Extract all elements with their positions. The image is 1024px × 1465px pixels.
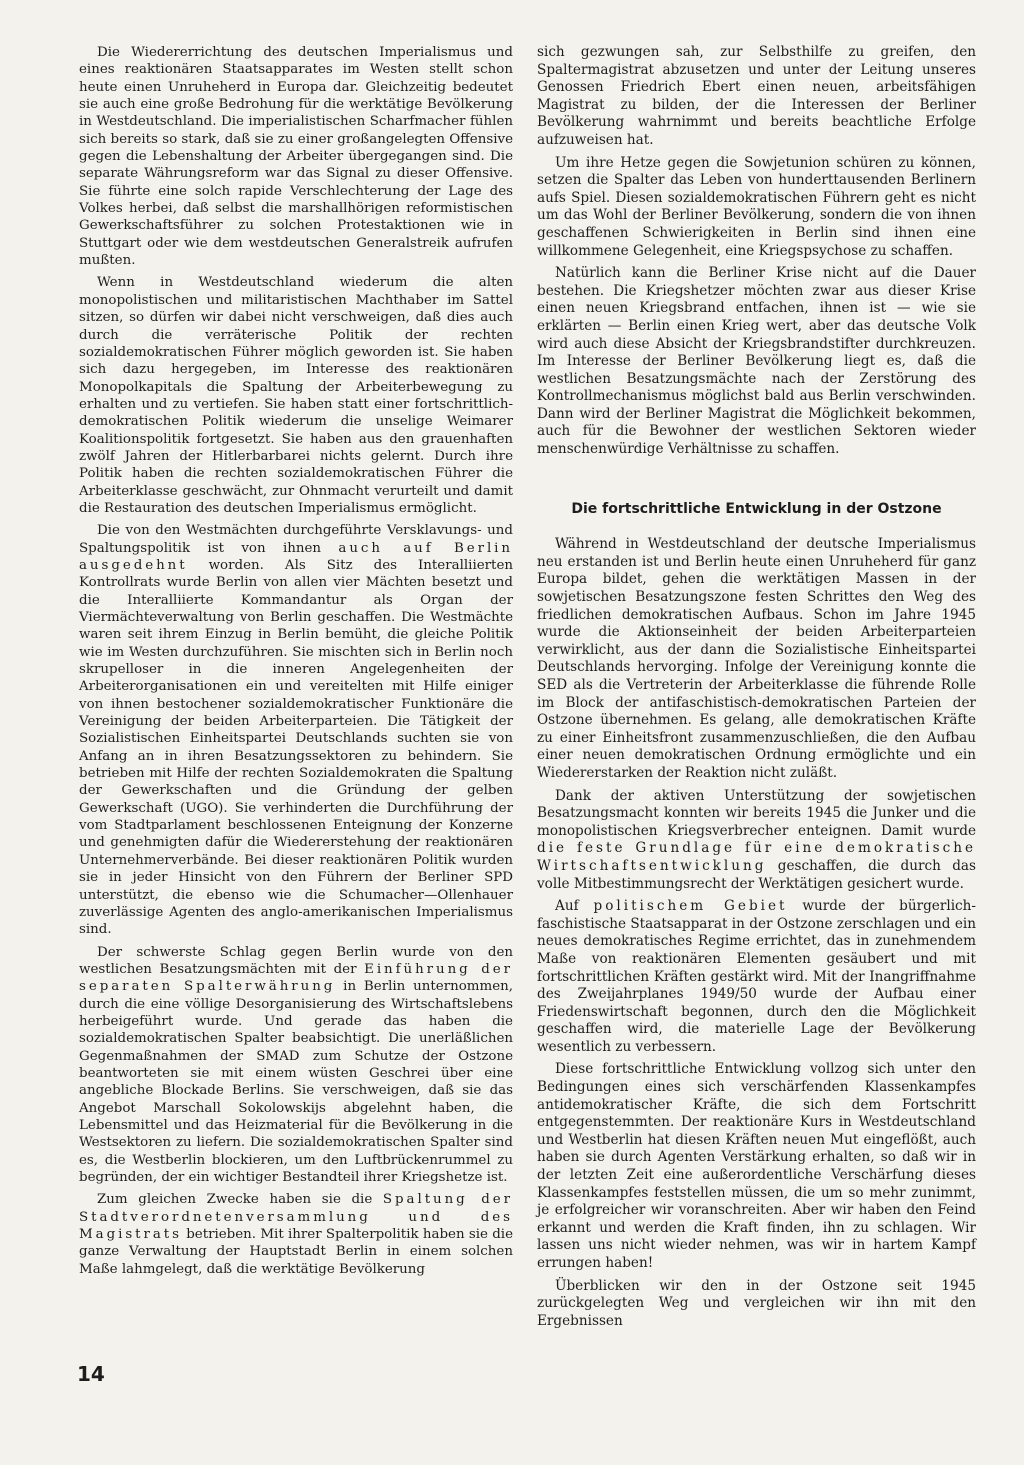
paragraph xyxy=(79,522,513,938)
text-run: Die von den Westmächten durchgeführte Versklavungs- und Spaltungspolitik ist von ihnen xyxy=(79,523,513,556)
spaced-emphasis: Spaltung der Stadtverordnetenversammlung und des Magistrats xyxy=(79,1192,513,1243)
text-run: betrieben. Mit ihrer Spalterpolitik haben sie die ganze Verwaltung der Hauptstadt Berlin in einem solchen Maße lahmgelegt, daß die werktätige Bevölkerung xyxy=(79,1227,513,1277)
paragraph: Wenn in Westdeutschland wiederum die alten monopolistischen und militaristischen Machthaber im Sattel sitzen, so dürfen wir dabei nicht verschweigen, daß dies auch durch die verräterische Politik der rechten sozialdemokratischen Führer möglich geworden ist. Sie haben sich dazu hergegeben, im Interesse des reaktionären Monopolkapitals die Spaltung der Arbeiterbewegung zu erhalten und zu vertiefen. Sie haben statt einer fortschrittlich-demokratischen Politik wiederum die unselige Weimarer Koalitionspolitik fortgesetzt. Sie haben aus den grauenhaften zwölf Jahren der Hitlerbarbarei nichts gelernt. Durch ihre Politik haben die rechten sozialdemokratischen Führer die Arbeiterklasse geschwächt, zur Ohnmacht verurteilt und damit die Restauration des deutschen Imperialismus ermöglicht. xyxy=(79,275,513,516)
paragraph: Die Wiedererrichtung des deutschen Imperialismus und eines reaktionären Staatsapparates im Westen stellt schon heute einen Unruheherd in Europa dar. Gleichzeitig bedeutet sie auch eine große Bedrohung für die werktätige Bevölkerung in Westdeutschland. Die imperialistischen Scharfmacher fühlen sich bereits so stark, daß sie zu einer großangelegten Offensive gegen die Lebenshaltung der Arbeiter übergegangen sind. Die separate Währungsreform war das Signal zu dieser Offensive. Sie führte eine solch rapide Verschlechterung der Lage des Volkes herbei, daß selbst die marshallhörigen reformistischen Gewerkschaftsführer zu solchen Protestaktionen wie in Stuttgart oder wie dem westdeutschen Generalstreik aufrufen mußten. xyxy=(79,45,513,269)
text-run: Zum gleichen Zwecke haben sie die xyxy=(97,1192,383,1208)
spaced-emphasis: auch auf Berlin ausgedehnt xyxy=(79,540,513,573)
text-run: Dank der aktiven Unterstützung der sowjetischen Besatzungsmacht konnten wir bereits 1945 die Junker und die monopolistischen Kriegsverbrecher enteignen. Damit wurde xyxy=(537,787,976,839)
left-column xyxy=(79,44,513,1283)
paragraph xyxy=(537,898,976,1056)
paragraph: Um ihre Hetze gegen die Sowjetunion schüren zu können, setzen die Spalter das Leben von hunderttausenden Berlinern aufs Spiel. Diesen sozialdemokratischen Führern geht es nicht um das Wohl der Berliner Bevölkerung, sondern die von ihnen geschaffenen Schwierigkeiten in Berlin sind ihnen eine willkommene Gelegenheit, eine Kriegspsychose zu schaffen. xyxy=(537,154,976,259)
page-number: 14 xyxy=(77,1362,105,1386)
paragraph xyxy=(537,788,976,894)
text-run: Der schwerste Schlag gegen Berlin wurde von den westlichen Besatzungsmächten mit der xyxy=(79,944,513,977)
paragraph: Natürlich kann die Berliner Krise nicht auf die Dauer bestehen. Die Kriegshetzer möchten zwar aus dieser Krise einen neuen Kriegsbrand entfachen, ihnen ist — wie sie erklärten — Berlin einen Krieg wert, aber das deutsche Volk wird auch diese Absicht der Kriegsbrandstifter durchkreuzen. Im Interesse der Berliner Bevölkerung liegt es, daß die westlichen Besatzungsmächte nach der Zerstörung des Kontrollmechanismus möglichst bald aus Berlin verschwinden. Dann wird der Berliner Magistrat die Möglichkeit bekommen, auch für die Bewohner der westlichen Sektoren wieder menschenwürdige Verhältnisse zu schaffen. xyxy=(537,265,976,458)
paragraph: Diese fortschrittliche Entwicklung vollzog sich unter den Bedingungen eines sich verschärfenden Klassenkampfes antidemokratischer Kräfte, die sich dem Fortschritt entgegenstemmten. Der reaktionäre Kurs in Westdeutschland und Westberlin hat diesen Kräften neuen Mut eingeflößt, auch haben sie durch Agenten Verstärkung erhalten, so daß wir in der letzten Zeit eine außerordentliche Verschärfung dieses Klassenkampfes feststellen müssen, die um so mehr zunimmt, je erfolgreicher wir voranschreiten. Aber wir haben den Feind erkannt und werden die Kraft finden, ihn zu schlagen. Wir lassen uns nicht wieder nehmen, was wir in hartem Kampf errungen haben! xyxy=(537,1061,976,1271)
text-run: in Berlin unternommen, durch die eine völlige Desorganisierung des Wirtschaftslebens herbeigeführt wurde. Und gerade das haben die sozialdemokratischen Spalter beabsichtigt. Die unerläßlichen Gegenmaßnahmen der SMAD zum Schutze der Ostzone beantworteten sie mit einem wüsten Geschrei über eine angebliche Blockade Berlins. Sie verschweigen, daß sie das Angebot Marschall Sokolowskijs abgelehnt haben, die Lebensmittel und das Heizmaterial für die Bevölkerung in die Westsektoren zu liefern. Die sozialdemokratischen Spalter sind es, die Westberlin blockieren, um den Luftbrückenrummel zu begründen, der ein wichtiger Bestandteil ihrer Kriegshetze ist. xyxy=(79,979,513,1185)
paragraph xyxy=(79,1191,513,1278)
text-run: worden. Als Sitz des Interalliierten Kontrollrats wurde Berlin von allen vier Mächten besetzt und die Interalliierte Kommandantur als Organ der Viermächteverwaltung von Berlin geschaffen. Die Westmächte waren seit ihrem Einzug in Berlin bemüht, die gleiche Politik wie im Westen durchzuführen. Sie mischten sich in Berlin noch skrupelloser in die inneren Angelegenheiten der Arbeiterorganisationen ein und vereitelten mit Hilfe einiger von ihnen bestochener sozialdemokratischer Funktionäre die Vereinigung der beiden Arbeiterparteien. Die Tätigkeit der Sozialistischen Einheitspartei Deutschlands suchten sie von Anfang an in ihren Besatzungssektoren zu behindern. Sie betrieben mit Hilfe der rechten Sozialdemokraten die Spaltung der Gewerkschaften und die Gründung der gelben Gewerkschaft (UGO). Sie verhinderten die Durchführung der vom Stadtparlament beschlossenen Enteignung der Konzerne und genehmigten dafür die Wiedererstehung der reaktionären Unternehmerverbände. Bei dieser reaktionären Politik wurden sie in jeder Hinsicht von den Führern der Berliner SPD unterstützt, die ebenso wie die Schumacher—Ollenhauer zuverlässige Agenten des anglo-amerikanischen Imperialismus sind. xyxy=(79,557,513,938)
paragraph: Während in Westdeutschland der deutsche Imperialismus neu erstanden ist und Berlin heute einen Unruheherd für ganz Europa bildet, gehen die werktätigen Massen in der sowjetischen Besatzungszone festen Schrittes den Weg des friedlichen demokratischen Aufbaus. Schon im Jahre 1945 wurde die Aktionseinheit der beiden Arbeiterparteien verwirklicht, aus der dann die Sozialistische Einheitspartei Deutschlands hervorging. Infolge der Vereinigung konnte die SED als die Vertreterin der Arbeiterklasse die führende Rolle im Block der antifaschistisch-demokratischen Parteien der Ostzone übernehmen. Es gelang, alle demokratischen Kräfte zu einer Einheitsfront zusammenzuschließen, die den Aufbau einer neuen demokratischen Ordnung ermöglichte und ein Wiedererstarken der Reaktion nicht zuläßt. xyxy=(537,536,976,781)
spaced-emphasis: politischem Gebiet xyxy=(593,898,788,915)
section-heading: Die fortschrittliche Entwicklung in der Ostzone xyxy=(571,500,942,517)
right-column xyxy=(537,44,976,1335)
spaced-emphasis: Einführung der separaten Spalterwährung xyxy=(79,961,513,995)
paragraph xyxy=(79,944,513,1187)
spaced-emphasis: die feste Grundlage für eine demokratische Wirtschaftsentwicklung xyxy=(537,840,976,874)
text-run: Auf xyxy=(555,898,594,915)
text-run: wurde der bürgerlich-faschistische Staatsapparat in der Ostzone zerschlagen und ein neues demokratisches Regime errichtet, das in zunehmendem Maße von reaktionären Elementen gesäubert und mit fortschrittlichen Kräften gestärkt wird. Mit der Inangriffnahme des Zweijahrplanes 1949/50 wurde der Aufbau einer Friedenswirtschaft begonnen, durch den die Möglichkeit geschaffen wird, die materielle Lage der Bevölkerung wesentlich zu verbessern. xyxy=(537,898,976,1055)
paragraph: sich gezwungen sah, zur Selbsthilfe zu greifen, den Spaltermagistrat abzusetzen und unter der Leitung unseres Genossen Friedrich Ebert einen neuen, arbeitsfähigen Magistrat zu bilden, der die Interessen der Berliner Bevölkerung wahrnimmt und bereits beachtliche Erfolge aufzuweisen hat. xyxy=(537,44,976,148)
text-run: geschaffen, die durch das volle Mitbestimmungsrecht der Werktätigen gesichert wurde. xyxy=(537,857,976,892)
paragraph: Überblicken wir den in der Ostzone seit 1945 zurückgelegten Weg und vergleichen wir ihn mit den Ergebnissen xyxy=(537,1277,976,1329)
